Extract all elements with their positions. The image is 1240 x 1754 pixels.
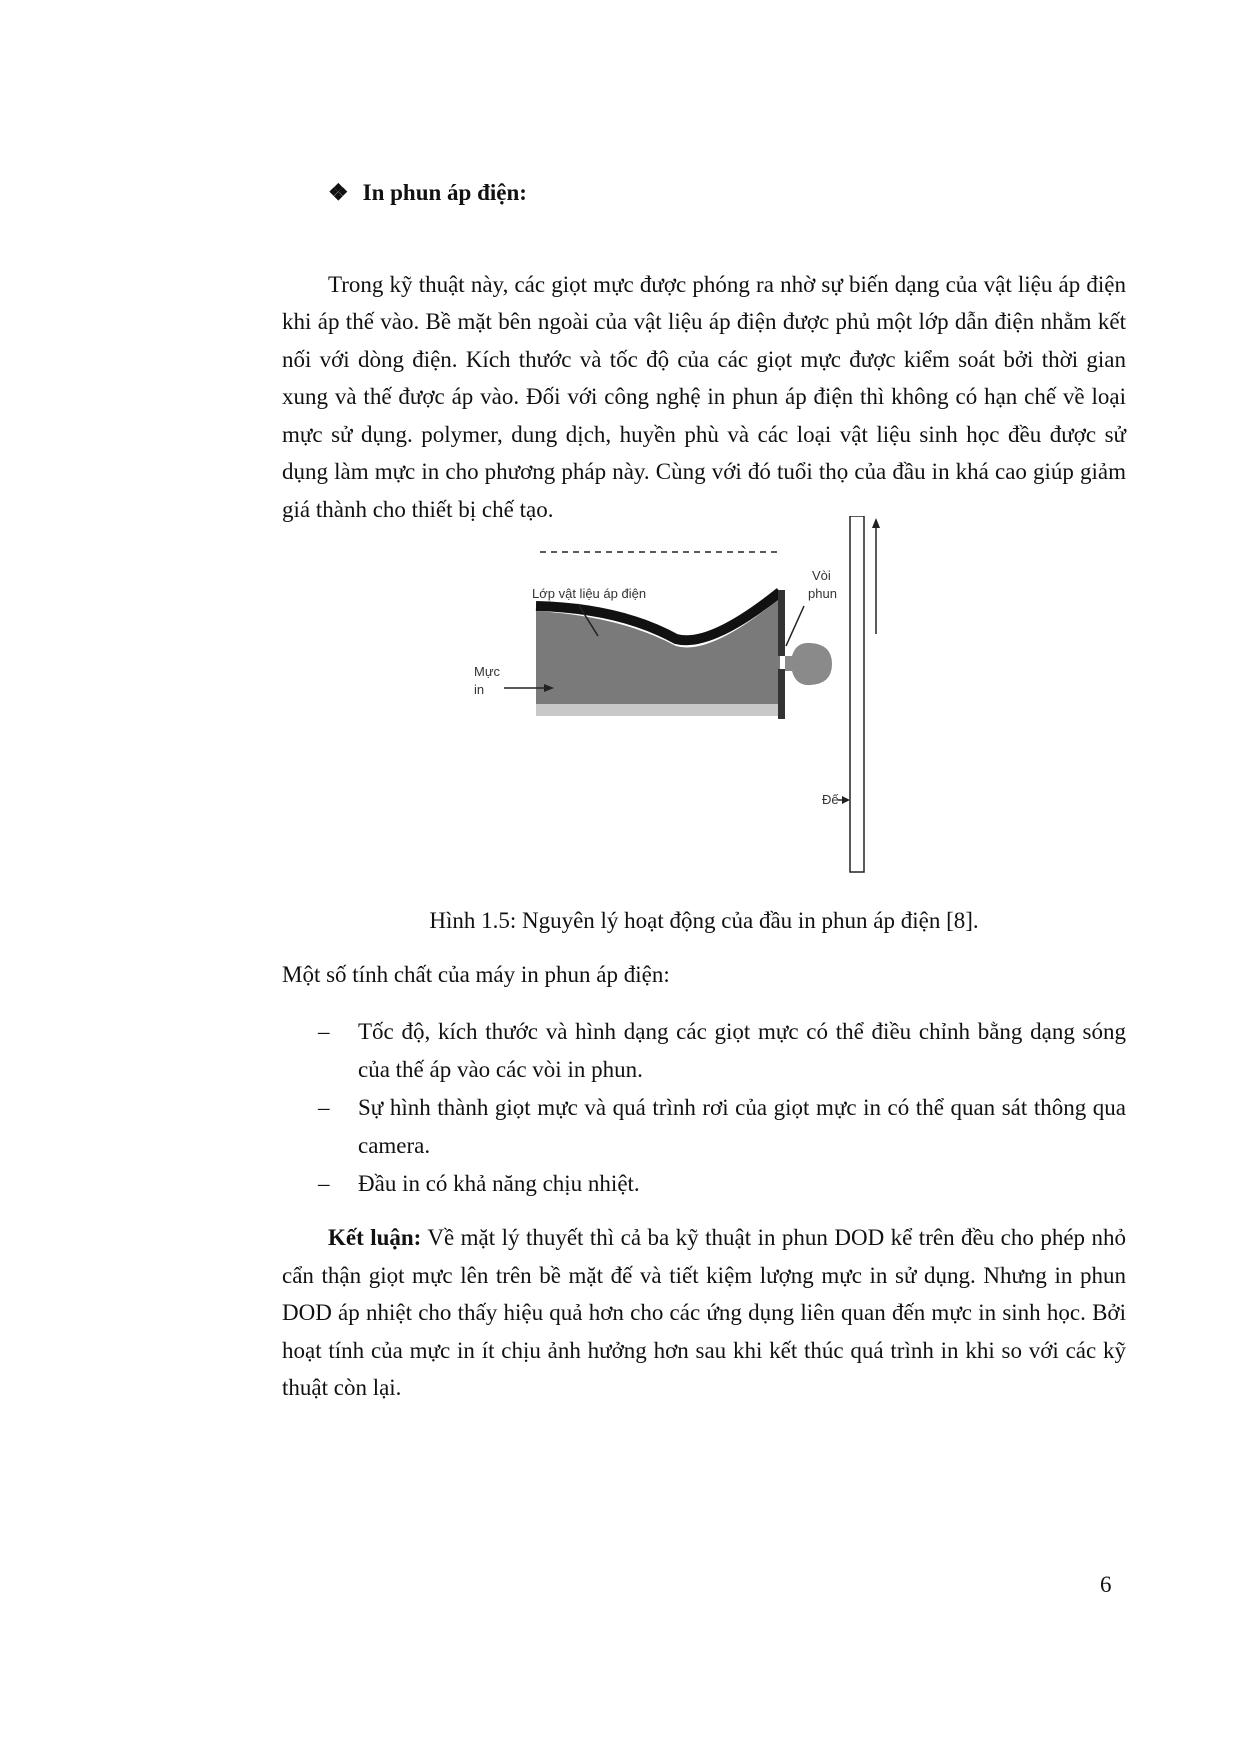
list-item-text: Tốc độ, kích thước và hình dạng các giọt mực có thể điều chỉnh bằng dạng sóng của thế áp vào các vòi in phun.: [358, 1019, 1126, 1082]
list-item: [318, 1089, 1126, 1164]
list-item: [318, 1013, 1126, 1088]
list-item-text: Sự hình thành giọt mực và quá trình rơi của giọt mực in có thể quan sát thông qua camera.: [358, 1095, 1126, 1158]
properties-intro: Một số tính chất của máy in phun áp điện:: [282, 962, 670, 987]
list-item-text: Đầu in có khả năng chịu nhiệt.: [358, 1171, 640, 1196]
list-item: [318, 1165, 1126, 1203]
dash-bullet: –: [318, 1019, 330, 1044]
paragraph-piezo-description: [282, 228, 1126, 528]
substrate-plate: [850, 516, 864, 872]
dash-bullet: –: [318, 1095, 330, 1120]
nozzle-plate-lower: [778, 669, 785, 719]
label-nozzle-line2: phun: [808, 586, 837, 601]
conclusion-label: Kết luận:: [328, 1225, 422, 1250]
nozzle-plate-upper: [778, 590, 785, 656]
label-ink-line1: Mực: [474, 664, 501, 679]
section-heading: [328, 176, 527, 210]
substrate-label-arrowhead: [842, 796, 850, 804]
conclusion-paragraph: [282, 1219, 1126, 1407]
label-substrate: Đế: [822, 792, 839, 807]
section-heading-text: In phun áp điện:: [362, 180, 527, 205]
paragraph-piezo-text: Trong kỹ thuật này, các giọt mực được phóng ra nhờ sự biến dạng của vật liệu áp điện khi áp thế vào. Bề mặt bên ngoài của vật liệu áp điện được phủ một lớp dẫn điện nhằm kết nối với dòng điện. Kích thước và tốc độ của các giọt mực được kiểm soát bởi thời gian xung và thế được áp vào. Đối với công nghệ in phun áp điện thì không có hạn chế về loại mực sử dụng. polymer, dung dịch, huyền phù và các loại vật liệu sinh học đều được sử dụng làm mực in cho phương pháp này. Cùng với đó tuổi thọ của đầu in khá cao giúp giảm giá thành cho thiết bị chế tạo.: [282, 271, 1126, 522]
leader-nozzle: [786, 606, 804, 646]
figure-caption: Hình 1.5: Nguyên lý hoạt động của đầu in phun áp điện [8].: [429, 908, 979, 933]
ink-droplet: [785, 643, 832, 685]
chamber-base-strip: [536, 704, 780, 716]
diamond-bullet-icon: ❖: [328, 180, 349, 205]
label-nozzle-line1: Vòi: [812, 568, 831, 583]
label-piezo-layer: Lớp vật liệu áp điện: [532, 586, 647, 601]
label-ink-line2: in: [474, 682, 485, 697]
page-number: 6: [1100, 1572, 1112, 1597]
properties-list: [318, 1013, 1126, 1204]
substrate-motion-arrowhead: [872, 518, 880, 528]
conclusion-text: Về mặt lý thuyết thì cả ba kỹ thuật in phun DOD kể trên đều cho phép nhỏ cẩn thận giọt mực lên trên bề mặt đế và tiết kiệm lượng mực in sử dụng. Nhưng in phun DOD áp nhiệt cho thấy hiệu quả hơn cho các ứng dụng liên quan đến mực in sinh học. Bởi hoạt tính của mực in ít chịu ảnh hưởng hơn sau khi kết thúc quá trình in khi so với các kỹ thuật còn lại.: [282, 1225, 1127, 1400]
piezo-inkjet-diagram: [440, 516, 910, 874]
dash-bullet: –: [318, 1171, 330, 1196]
